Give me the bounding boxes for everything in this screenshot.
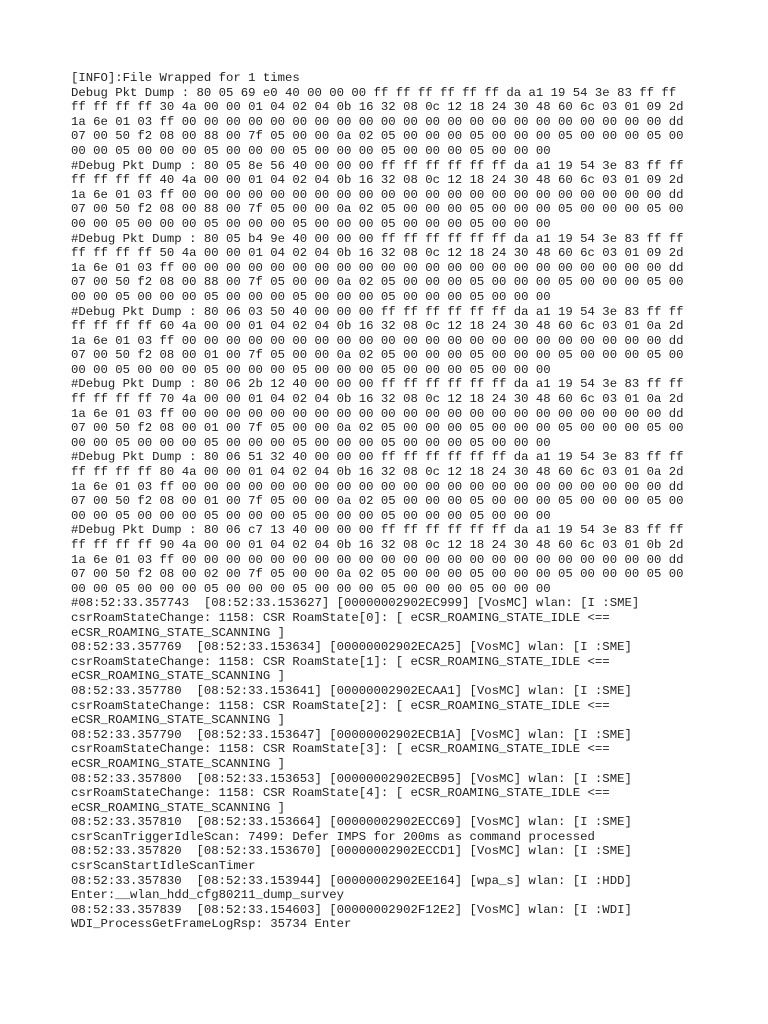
log-line: 1a 6e 01 03 ff 00 00 00 00 00 00 00 00 00 00 00 00 00 00 00 00 00 00 00 00 00 00 dd (71, 114, 684, 129)
log-line: 08:52:33.357769 [08:52:33.153634] [00000002902ECA25] [VosMC] wlan: [I :SME] (71, 640, 632, 655)
log-line: 00 00 05 00 00 00 05 00 00 00 05 00 00 00 05 00 00 00 05 00 00 00 (71, 508, 551, 523)
log-line: 00 00 05 00 00 00 05 00 00 00 05 00 00 00 05 00 00 00 05 00 00 00 (71, 289, 551, 304)
log-line: #08:52:33.357743 [08:52:33.153627] [00000002902EC999] [VosMC] wlan: [I :SME] (71, 596, 640, 611)
log-line: 07 00 50 f2 08 00 88 00 7f 05 00 00 0a 02 05 00 00 00 05 00 00 00 05 00 00 00 05 00 (71, 129, 684, 144)
log-line: ff ff ff ff 70 4a 00 00 01 04 02 04 0b 16 32 08 0c 12 18 24 30 48 60 6c 03 01 0a 2d (71, 392, 684, 407)
log-line: 1a 6e 01 03 ff 00 00 00 00 00 00 00 00 00 00 00 00 00 00 00 00 00 00 00 00 00 00 dd (71, 552, 684, 567)
log-line: 00 00 05 00 00 00 05 00 00 00 05 00 00 00 05 00 00 00 05 00 00 00 (71, 581, 551, 596)
log-line: #Debug Pkt Dump : 80 05 8e 56 40 00 00 00 ff ff ff ff ff ff da a1 19 54 3e 83 ff ff (71, 158, 684, 173)
log-line: csrRoamStateChange: 1158: CSR RoamState[3]: [ eCSR_ROAMING_STATE_IDLE <== (71, 742, 610, 757)
log-line: csrRoamStateChange: 1158: CSR RoamState[2]: [ eCSR_ROAMING_STATE_IDLE <== (71, 698, 610, 713)
log-line: ff ff ff ff 40 4a 00 00 01 04 02 04 0b 16 32 08 0c 12 18 24 30 48 60 6c 03 01 09 2d (71, 173, 684, 188)
log-line: 00 00 05 00 00 00 05 00 00 00 05 00 00 00 05 00 00 00 05 00 00 00 (71, 216, 551, 231)
log-line: eCSR_ROAMING_STATE_SCANNING ] (71, 625, 286, 640)
log-line: eCSR_ROAMING_STATE_SCANNING ] (71, 713, 286, 728)
log-line: #Debug Pkt Dump : 80 06 51 32 40 00 00 00 ff ff ff ff ff ff da a1 19 54 3e 83 ff ff (71, 450, 684, 465)
log-line: 1a 6e 01 03 ff 00 00 00 00 00 00 00 00 00 00 00 00 00 00 00 00 00 00 00 00 00 00 dd (71, 260, 684, 275)
log-line: 1a 6e 01 03 ff 00 00 00 00 00 00 00 00 00 00 00 00 00 00 00 00 00 00 00 00 00 00 dd (71, 406, 684, 421)
log-line: 00 00 05 00 00 00 05 00 00 00 05 00 00 00 05 00 00 00 05 00 00 00 (71, 362, 551, 377)
log-line: 07 00 50 f2 08 00 01 00 7f 05 00 00 0a 02 05 00 00 00 05 00 00 00 05 00 00 00 05 00 (71, 348, 684, 363)
log-line: eCSR_ROAMING_STATE_SCANNING ] (71, 756, 286, 771)
log-line: csrRoamStateChange: 1158: CSR RoamState[4]: [ eCSR_ROAMING_STATE_IDLE <== (71, 786, 610, 801)
log-document (71, 71, 761, 932)
log-line: csrRoamStateChange: 1158: CSR RoamState[1]: [ eCSR_ROAMING_STATE_IDLE <== (71, 654, 610, 669)
log-line: eCSR_ROAMING_STATE_SCANNING ] (71, 800, 286, 815)
log-line: ff ff ff ff 60 4a 00 00 01 04 02 04 0b 16 32 08 0c 12 18 24 30 48 60 6c 03 01 0a 2d (71, 319, 684, 334)
log-line: 08:52:33.357839 [08:52:33.154603] [00000002902F12E2] [VosMC] wlan: [I :WDI] (71, 902, 632, 917)
log-line: 08:52:33.357800 [08:52:33.153653] [00000002902ECB95] [VosMC] wlan: [I :SME] (71, 771, 632, 786)
log-line: csrScanTriggerIdleScan: 7499: Defer IMPS for 200ms as command processed (71, 829, 595, 844)
log-line: 07 00 50 f2 08 00 02 00 7f 05 00 00 0a 02 05 00 00 00 05 00 00 00 05 00 00 00 05 00 (71, 567, 684, 582)
log-line: #Debug Pkt Dump : 80 06 c7 13 40 00 00 00 ff ff ff ff ff ff da a1 19 54 3e 83 ff ff (71, 523, 684, 538)
log-line: #Debug Pkt Dump : 80 06 03 50 40 00 00 00 ff ff ff ff ff ff da a1 19 54 3e 83 ff ff (71, 304, 684, 319)
log-line: 00 00 05 00 00 00 05 00 00 00 05 00 00 00 05 00 00 00 05 00 00 00 (71, 435, 551, 450)
log-line: #Debug Pkt Dump : 80 05 b4 9e 40 00 00 00 ff ff ff ff ff ff da a1 19 54 3e 83 ff ff (71, 231, 684, 246)
log-line: eCSR_ROAMING_STATE_SCANNING ] (71, 669, 286, 684)
log-line: 08:52:33.357830 [08:52:33.153944] [00000002902EE164] [wpa_s] wlan: [I :HDD] (71, 873, 632, 888)
log-line: ff ff ff ff 50 4a 00 00 01 04 02 04 0b 16 32 08 0c 12 18 24 30 48 60 6c 03 01 09 2d (71, 246, 684, 261)
log-line: 07 00 50 f2 08 00 88 00 7f 05 00 00 0a 02 05 00 00 00 05 00 00 00 05 00 00 00 05 00 (71, 202, 684, 217)
log-line: 00 00 05 00 00 00 05 00 00 00 05 00 00 00 05 00 00 00 05 00 00 00 (71, 143, 551, 158)
log-line: Enter:__wlan_hdd_cfg80211_dump_survey (71, 888, 345, 903)
log-line: 08:52:33.357780 [08:52:33.153641] [00000002902ECAA1] [VosMC] wlan: [I :SME] (71, 683, 632, 698)
log-line: 1a 6e 01 03 ff 00 00 00 00 00 00 00 00 00 00 00 00 00 00 00 00 00 00 00 00 00 00 dd (71, 479, 684, 494)
log-line: 07 00 50 f2 08 00 01 00 7f 05 00 00 0a 02 05 00 00 00 05 00 00 00 05 00 00 00 05 00 (71, 421, 684, 436)
log-line: ff ff ff ff 90 4a 00 00 01 04 02 04 0b 16 32 08 0c 12 18 24 30 48 60 6c 03 01 0b 2d (71, 538, 684, 552)
log-line: 1a 6e 01 03 ff 00 00 00 00 00 00 00 00 00 00 00 00 00 00 00 00 00 00 00 00 00 00 dd (71, 187, 684, 202)
log-line: 08:52:33.357820 [08:52:33.153670] [00000002902ECCD1] [VosMC] wlan: [I :SME] (71, 844, 632, 859)
log-line: csrScanStartIdleScanTimer (71, 859, 256, 874)
log-line: ff ff ff ff 80 4a 00 00 01 04 02 04 0b 16 32 08 0c 12 18 24 30 48 60 6c 03 01 0a 2d (71, 465, 684, 480)
log-line: [INFO]:File Wrapped for 1 times (71, 71, 300, 85)
log-line: WDI_ProcessGetFrameLogRsp: 35734 Enter (71, 917, 352, 932)
log-line: 07 00 50 f2 08 00 01 00 7f 05 00 00 0a 02 05 00 00 00 05 00 00 00 05 00 00 00 05 00 (71, 494, 684, 509)
log-line: 08:52:33.357810 [08:52:33.153664] [00000002902ECC69] [VosMC] wlan: [I :SME] (71, 815, 632, 830)
log-line: 07 00 50 f2 08 00 88 00 7f 05 00 00 0a 02 05 00 00 00 05 00 00 00 05 00 00 00 05 00 (71, 275, 684, 290)
log-line: ff ff ff ff 30 4a 00 00 01 04 02 04 0b 16 32 08 0c 12 18 24 30 48 60 6c 03 01 09 2d (71, 100, 684, 115)
log-line: csrRoamStateChange: 1158: CSR RoamState[0]: [ eCSR_ROAMING_STATE_IDLE <== (71, 610, 610, 625)
log-line: 08:52:33.357790 [08:52:33.153647] [00000002902ECB1A] [VosMC] wlan: [I :SME] (71, 727, 632, 742)
log-line: #Debug Pkt Dump : 80 06 2b 12 40 00 00 00 ff ff ff ff ff ff da a1 19 54 3e 83 ff ff (71, 377, 684, 392)
log-line: 1a 6e 01 03 ff 00 00 00 00 00 00 00 00 00 00 00 00 00 00 00 00 00 00 00 00 00 00 dd (71, 333, 684, 348)
log-line: Debug Pkt Dump : 80 05 69 e0 40 00 00 00 ff ff ff ff ff ff da a1 19 54 3e 83 ff ff (71, 85, 677, 100)
